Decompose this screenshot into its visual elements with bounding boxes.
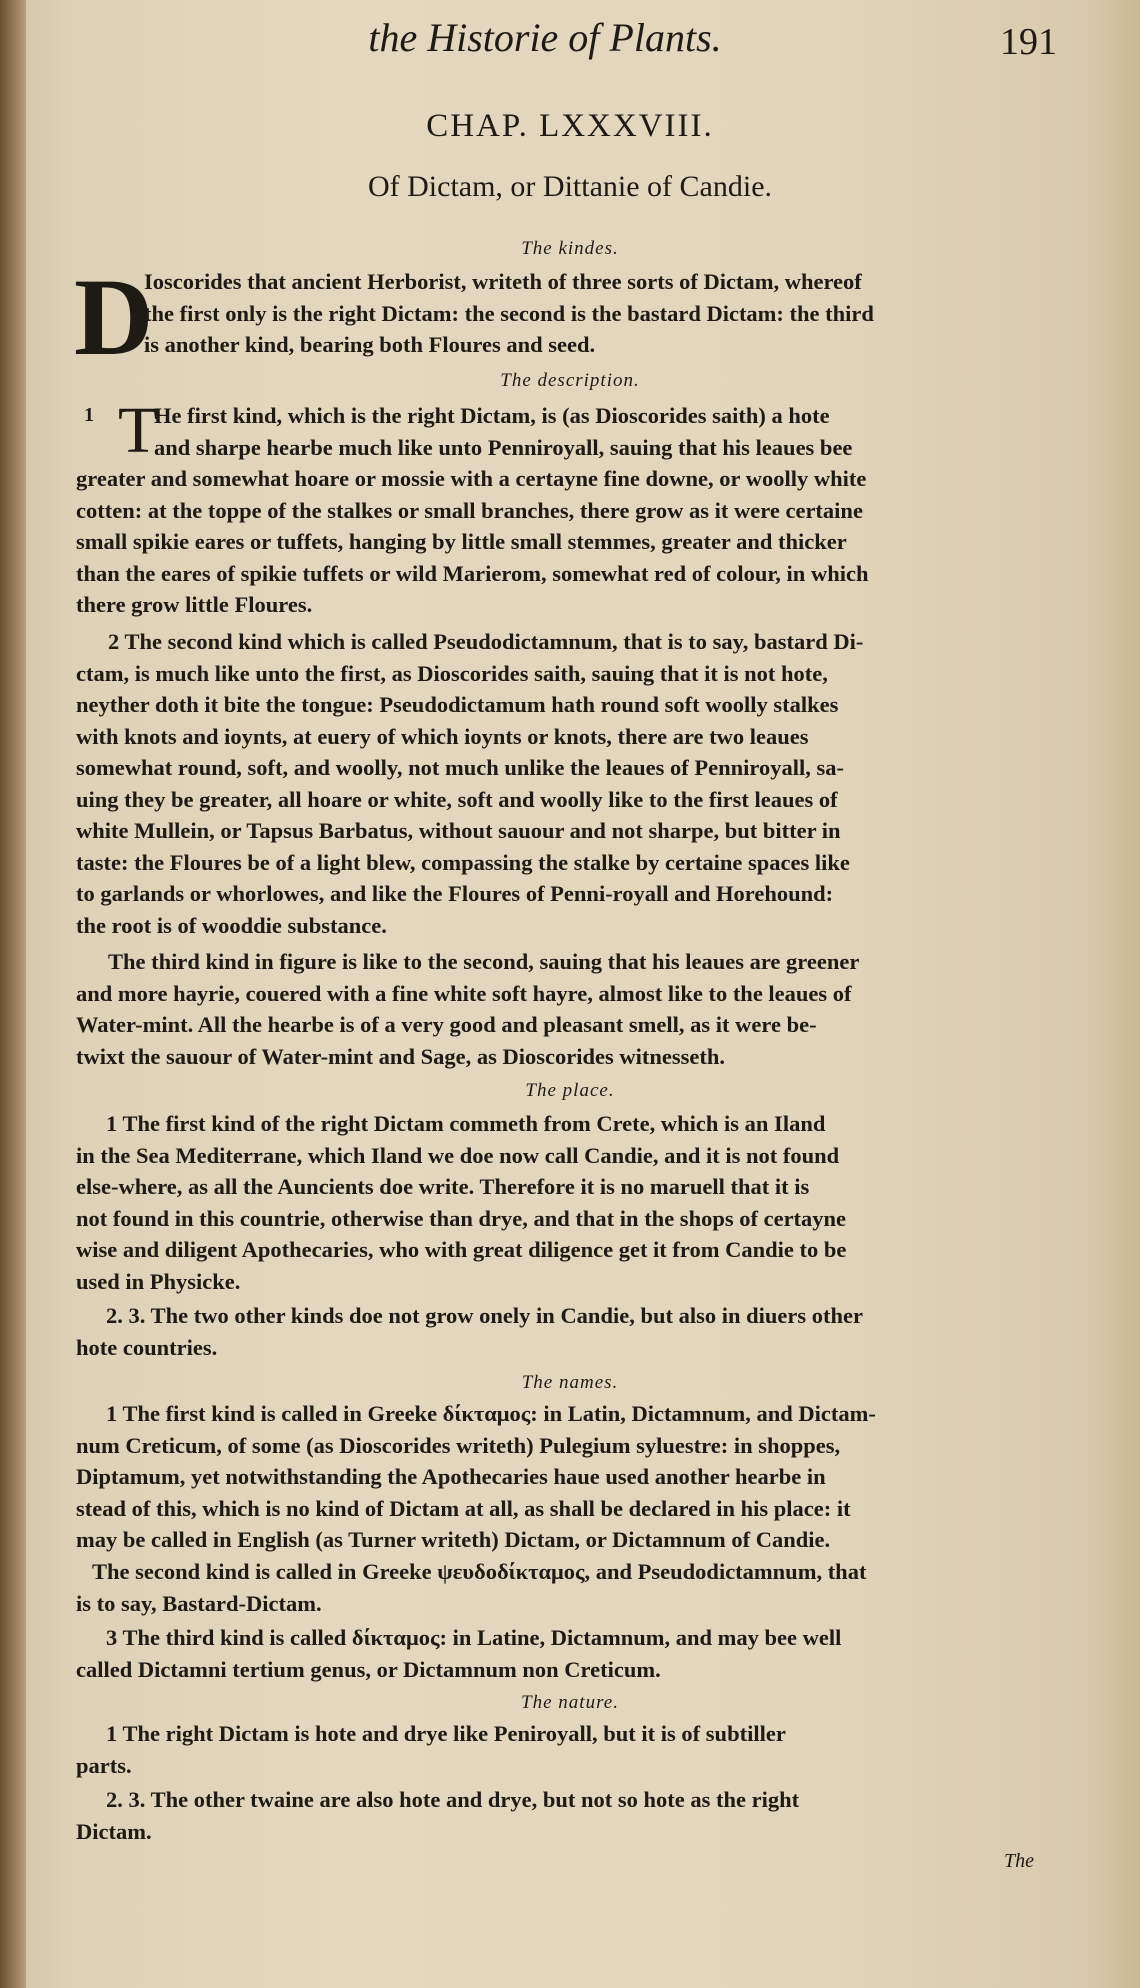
text-line: Dictam.	[76, 1818, 152, 1844]
drop-capital-d: D	[74, 256, 154, 378]
page-number: 191	[1000, 21, 1057, 63]
text-line: 1 The right Dictam is hote and drye like Peniroyall, but it is of subtiller	[106, 1721, 786, 1746]
text-line: the first only is the right Dictam: the second is the bastard Dictam: the third	[144, 300, 874, 326]
description-paragraph-3	[76, 946, 1068, 1072]
place-paragraph-1	[76, 1108, 1068, 1297]
text-line: there grow little Floures.	[76, 592, 313, 617]
text-line: 3 The third kind is called δίκταμος: in Latine, Dictamnum, and may bee well	[106, 1625, 842, 1650]
nature-paragraph-1	[76, 1718, 1068, 1781]
section-heading-place: The place.	[525, 1080, 615, 1101]
text-line: 2. 3. The two other kinds doe not grow onely in Candie, but also in diuers other	[106, 1303, 863, 1328]
text-line: with knots and ioynts, at euery of which ioynts or knots, there are two leaues	[76, 723, 809, 749]
text-line: Diptamum, yet notwithstanding the Apothecaries haue used another hearbe in	[76, 1464, 826, 1489]
text-line: 2. 3. The other twaine are also hote and drye, but not so hote as the right	[106, 1787, 800, 1812]
names-paragraph-3	[76, 1622, 1068, 1685]
drop-capital-t: T	[118, 394, 159, 467]
text-line: Water-mint. All the hearbe is of a very good and pleasant smell, as it were be-	[76, 1012, 817, 1037]
text-line: hote countries.	[76, 1334, 218, 1360]
names-paragraph-2	[76, 1556, 1068, 1619]
text-line: parts.	[76, 1752, 132, 1778]
text-line: stead of this, which is no kind of Dictam at all, as shall be declared in his place: it	[76, 1495, 851, 1521]
text-line: small spikie eares or tuffets, hanging by little small stemmes, greater and thicker	[76, 529, 847, 554]
text-line: to garlands or whorlowes, and like the Floures of Penni-royall and Horehound:	[76, 881, 834, 906]
section-heading-description: The description.	[500, 370, 640, 391]
text-line: may be called in English (as Turner writeth) Dictam, or Dictamnum of Candie.	[76, 1527, 831, 1552]
catchword: The	[1004, 1850, 1034, 1872]
text-line: taste: the Floures be of a light blew, compassing the stalke by certaine spaces like	[76, 849, 850, 875]
text-line: white Mullein, or Tapsus Barbatus, without sauour and not sharpe, but bitter in	[76, 818, 841, 843]
text-line: greater and somewhat hoare or mossie with a certayne fine downe, or woolly white	[76, 466, 867, 491]
running-title: the Historie of Plants.	[368, 15, 722, 60]
text-line: is another kind, bearing both Floures and seed.	[144, 332, 596, 357]
chapter-title: Of Dictam, or Dittanie of Candie.	[367, 170, 773, 203]
text-line: and more hayrie, couered with a fine white soft hayre, almost like to the leaues of	[76, 980, 852, 1006]
text-line: than the eares of spikie tuffets or wild Marierom, somewhat red of colour, in which	[76, 560, 869, 586]
text-line: cotten: at the toppe of the stalkes or small branches, there grow as it were certaine	[76, 497, 863, 523]
text-line: 1 The first kind of the right Dictam commeth from Crete, which is an Iland	[106, 1111, 826, 1136]
description-paragraph-1	[76, 394, 1068, 621]
section-heading-kindes: The kindes.	[521, 238, 619, 259]
text-line: neyther doth it bite the tongue: Pseudodictamum hath round soft woolly stalkes	[76, 692, 839, 717]
nature-paragraph-2	[76, 1784, 1068, 1847]
text-line: somewhat round, soft, and woolly, not much unlike the leaues of Penniroyall, sa-	[76, 755, 844, 780]
text-line: ctam, is much like unto the first, as Dioscorides saith, sauing that it is not hote,	[76, 660, 828, 686]
text-line: called Dictamni tertium genus, or Dictamnum non Creticum.	[76, 1656, 661, 1682]
text-line: used in Physicke.	[76, 1268, 241, 1294]
text-line: else-where, as all the Auncients doe write. Therefore it is no maruell that it is	[76, 1174, 810, 1199]
book-spine-shadow	[0, 0, 26, 1988]
chapter-number: CHAP. LXXXVIII.	[426, 108, 714, 144]
text-line: num Creticum, of some (as Dioscorides writeth) Pulegium syluestre: in shoppes,	[76, 1432, 841, 1458]
text-line: 2 The second kind which is called Pseudodictamnum, that is to say, bastard Di-	[108, 629, 864, 654]
text-line: He first kind, which is the right Dictam, is (as Dioscorides saith) a hote	[154, 403, 830, 428]
text-line: The third kind in figure is like to the second, sauing that his leaues are greener	[108, 949, 860, 974]
place-paragraph-2	[76, 1300, 1068, 1363]
text-line: twixt the sauour of Water-mint and Sage, as Dioscorides witnesseth.	[76, 1043, 725, 1069]
text-line: and sharpe hearbe much like unto Penniroyall, sauing that his leaues bee	[154, 434, 853, 460]
text-line: 1 The first kind is called in Greeke δίκταμος: in Latin, Dictamnum, and Dictam-	[106, 1401, 876, 1426]
text-line: is to say, Bastard-Dictam.	[76, 1590, 322, 1616]
text-line: The second kind is called in Greeke ψευδοδίκταμος, and Pseudodictamnum, that	[92, 1559, 867, 1584]
paragraph-number: 1	[84, 404, 94, 426]
text-line: Ioscorides that ancient Herborist, writeth of three sorts of Dictam, whereof	[144, 269, 862, 294]
text-line: the root is of wooddie substance.	[76, 912, 387, 938]
text-line: wise and diligent Apothecaries, who with great diligence get it from Candie to be	[76, 1237, 847, 1262]
text-line: uing they be greater, all hoare or white, soft and woolly like to the first leaues of	[76, 786, 838, 812]
section-heading-names: The names.	[521, 1372, 619, 1393]
section-heading-nature: The nature.	[521, 1692, 619, 1713]
text-line: not found in this countrie, otherwise than drye, and that in the shops of certayne	[76, 1205, 847, 1231]
kindes-paragraph	[144, 266, 1068, 361]
description-paragraph-2	[76, 626, 1068, 941]
text-line: in the Sea Mediterrane, which Iland we doe now call Candie, and it is not found	[76, 1142, 840, 1168]
names-paragraph-1	[76, 1398, 1068, 1556]
